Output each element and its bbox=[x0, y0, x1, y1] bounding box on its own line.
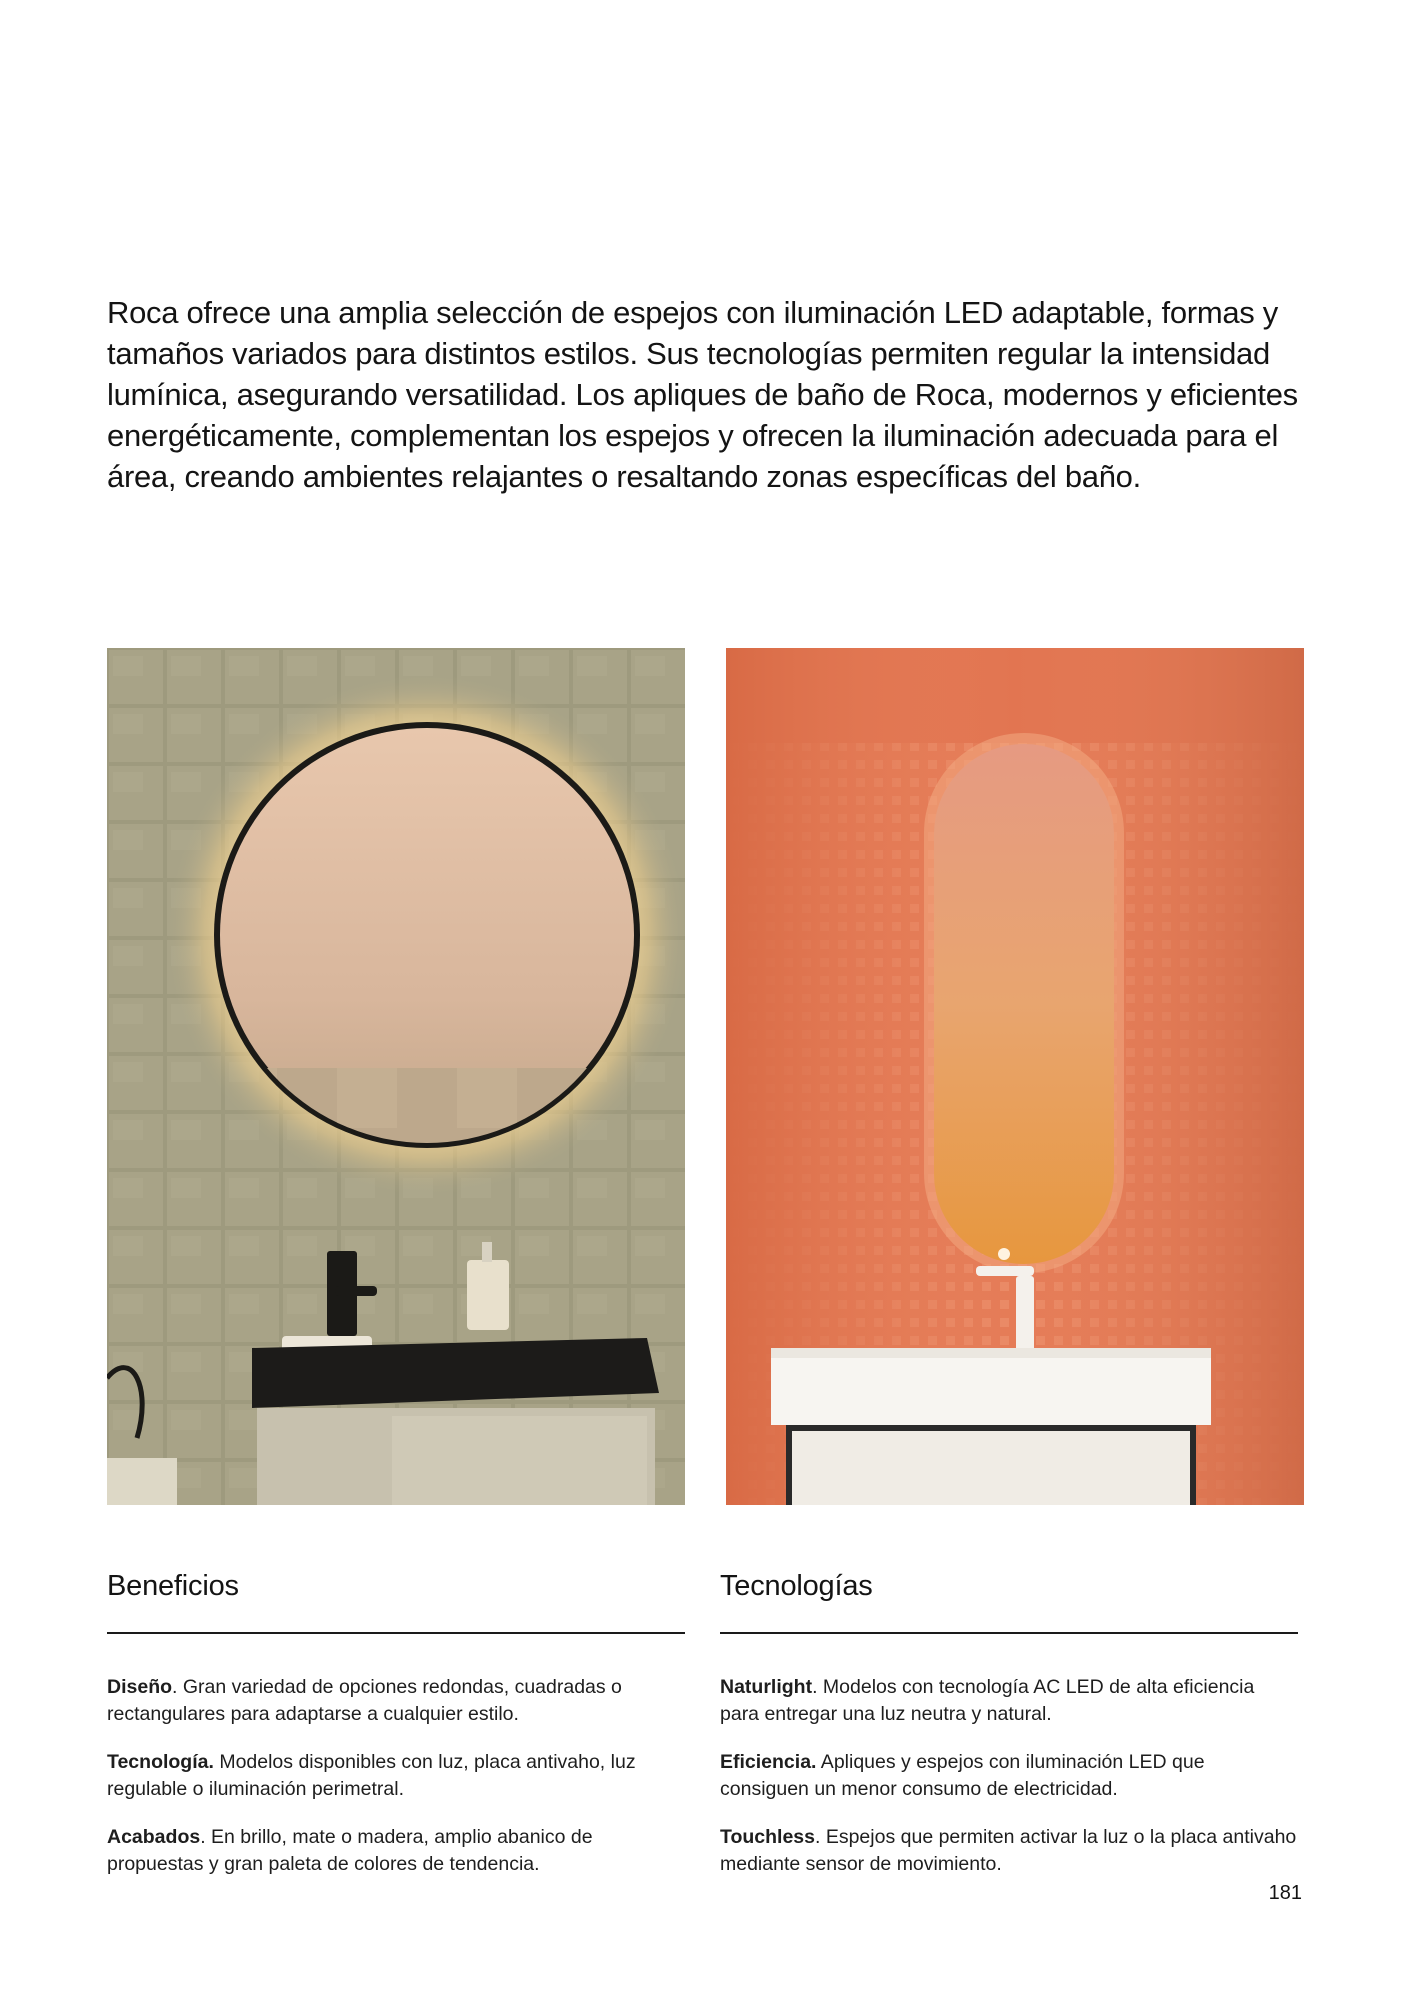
technologies-title: Tecnologías bbox=[720, 1570, 873, 1602]
intro-paragraph: Roca ofrece una amplia selección de espejos con iluminación LED adaptable, formas y tamaños variados para distintos estilos. Sus tecnologías permiten regular la intensidad lumínica, asegurando versatilidad. Los apliques de baño de Roca, modernos y eficientes energéticamente, complementan los espejos y ofrecen la iluminación adecuada para el área, creando ambientes relajantes o resaltando zonas específicas del baño. bbox=[107, 295, 1298, 494]
benefit-item: Diseño. Gran variedad de opciones redondas, cuadradas o rectangulares para adaptarse a cualquier estilo. bbox=[107, 1676, 622, 1725]
page-number: 181 bbox=[1268, 1882, 1302, 1904]
round-mirror-photo bbox=[107, 648, 685, 1505]
technologies-section bbox=[720, 1568, 1298, 1899]
benefit-item: Acabados. En brillo, mate o madera, amplio abanico de propuestas y gran paleta de colores de tendencia. bbox=[107, 1826, 593, 1875]
capsule-mirror-photo bbox=[726, 648, 1304, 1505]
technology-item: Naturlight. Modelos con tecnología AC LED de alta eficiencia para entregar una luz neutra y natural. bbox=[720, 1676, 1255, 1725]
technology-item: Touchless. Espejos que permiten activar la luz o la placa antivaho mediante sensor de movimiento. bbox=[720, 1826, 1297, 1875]
benefits-title: Beneficios bbox=[107, 1570, 239, 1602]
benefit-item: Tecnología. Modelos disponibles con luz, placa antivaho, luz regulable o iluminación perimetral. bbox=[107, 1751, 636, 1800]
benefits-section bbox=[107, 1568, 685, 1899]
technology-item: Eficiencia. Apliques y espejos con iluminación LED que consiguen un menor consumo de electricidad. bbox=[720, 1751, 1205, 1800]
benefits-divider bbox=[107, 1632, 685, 1634]
technologies-divider bbox=[720, 1632, 1298, 1634]
